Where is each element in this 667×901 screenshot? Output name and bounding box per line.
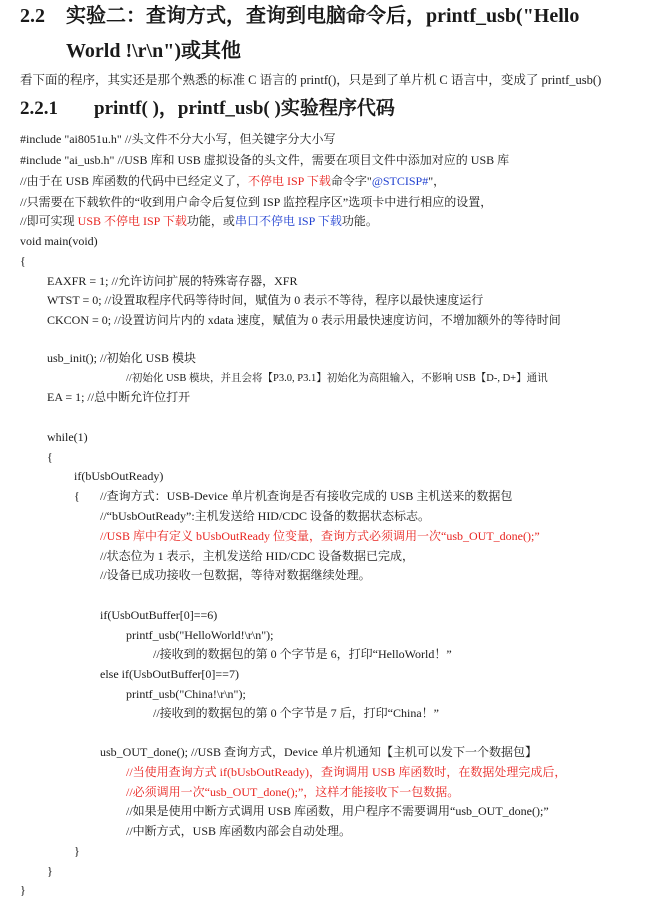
code-text: //由于在 USB 库函数的代码中已经定义了， <box>20 174 249 188</box>
code-line-printf-china: printf_usb("China!\r\n"); <box>126 687 246 701</box>
code-line-if-6: if(UsbOutBuffer[0]==6) <box>100 608 218 622</box>
code-line-wtst: WTST = 0; //设置取程序代码等待时间，赋值为 0 表示不等待，程序以最快速度运行 <box>47 293 484 307</box>
code-highlight-red: USB 不停电 ISP 下载 <box>77 214 187 228</box>
code-comment-must-call: //USB 库中有定义 bUsbOutReady 位变量，查询方式必须调用一次“usb_OUT_done();” <box>100 529 540 543</box>
code-brace-open: { <box>74 489 80 503</box>
heading-number: 2.2 <box>20 5 45 27</box>
heading-line-1: 实验二：查询方式，查询到电脑命令后，printf_usb("Hello <box>66 5 580 27</box>
code-line-printf-hello: printf_usb("HelloWorld!\r\n"); <box>126 628 274 642</box>
code-line-while: while(1) <box>47 430 88 444</box>
code-text: "， <box>428 174 446 188</box>
code-text: 功能。 <box>341 214 378 228</box>
code-line-if-ready: if(bUsbOutReady) <box>74 469 164 483</box>
code-comment-hello: //接收到的数据包的第 0 个字节是 6，打印“HelloWorld！” <box>153 647 452 661</box>
code-text: //即可实现 <box>20 214 78 228</box>
code-comment-received: //设备已成功接收一包数据，等待对数据继续处理。 <box>100 568 371 582</box>
code-comment-must-call-once: //必须调用一次“usb_OUT_done();”，这样才能接收下一包数据。 <box>126 785 460 799</box>
code-text: 命令字" <box>330 174 372 188</box>
code-line-usb-out-done: usb_OUT_done(); //USB 查询方式，Device 单片机通知【主机可以发下一个数据包】 <box>100 745 537 759</box>
code-line-main: void main(void) <box>20 234 98 248</box>
code-line-usb-init-note: //初始化 USB 模块，并且会将【P3.0, P3.1】初始化为高阻输入，不影响 USB【D-, D+】通讯 <box>126 373 548 384</box>
code-line-usb-init: usb_init(); //初始化 USB 模块 <box>47 351 197 365</box>
code-comment-status: //状态位为 1 表示，主机发送给 HID/CDC 设备数据已完成， <box>100 549 415 563</box>
code-line-include-ai-usb: #include "ai_usb.h" //USB 库和 USB 虚拟设备的头文件，需要在项目文件中添加对应的 USB 库 <box>20 153 510 167</box>
code-line-comment-isp <box>20 174 445 189</box>
intro-paragraph: 看下面的程序，其实还是那个熟悉的标准 C 语言的 printf()，只是到了单片机 C 语言中，变成了 printf_usb() <box>20 73 602 87</box>
subheading-title: printf( )，printf_usb( )实验程序代码 <box>94 98 395 119</box>
code-comment-query-call: //当使用查询方式 if(bUsbOutReady)，查询调用 USB 库函数时，在数据处理完成后， <box>126 765 567 779</box>
code-comment-interrupt-mode: //如果是使用中断方式调用 USB 库函数，用户程序不需要调用“usb_OUT_done();” <box>126 804 549 818</box>
code-brace-close: } <box>20 883 26 897</box>
code-line-ckcon: CKCON = 0; //设置访问片内的 xdata 速度，赋值为 0 表示用最快速度访问，不增加额外的等待时间 <box>47 313 561 327</box>
code-brace-open: { <box>47 450 53 464</box>
code-line-ea: EA = 1; //总中断允许位打开 <box>47 390 191 404</box>
heading-line-2: World !\r\n")或其他 <box>66 40 241 62</box>
code-highlight-blue: 串口不停电 ISP 下载 <box>234 214 342 228</box>
code-highlight-red: 不停电 ISP 下载 <box>248 174 331 188</box>
code-highlight-blue: @STCISP# <box>371 174 429 188</box>
code-line-eaxfr: EAXFR = 1; //允许访问扩展的特殊寄存器，XFR <box>47 274 298 288</box>
code-line-comment-enable <box>20 214 378 229</box>
code-comment-auto: //中断方式，USB 库函数内部会自动处理。 <box>126 824 352 838</box>
code-line-include-ai8051u: #include "ai8051u.h" //头文件不分大小写，但关键字分大小写 <box>20 132 336 146</box>
code-line-else-if-7: else if(UsbOutBuffer[0]==7) <box>100 667 239 681</box>
code-comment-china: //接收到的数据包的第 0 个字节是 7 后，打印“China！” <box>153 706 439 720</box>
code-brace-close: } <box>47 864 53 878</box>
code-text: 功能，或 <box>186 214 235 228</box>
code-brace-open: { <box>20 254 26 268</box>
code-comment-query: //查询方式：USB-Device 单片机查询是否有接收完成的 USB 主机送来的数据包 <box>100 489 513 503</box>
code-brace-close: } <box>74 844 80 858</box>
code-comment-flag: //“bUsbOutReady”:主机发送给 HID/CDC 设备的数据状态标志。 <box>100 509 430 523</box>
subheading-number: 2.2.1 <box>20 98 58 119</box>
code-line-comment-settings: //只需要在下载软件的“收到用户命令后复位到 ISP 监控程序区”选项卡中进行相应的设置， <box>20 195 493 209</box>
